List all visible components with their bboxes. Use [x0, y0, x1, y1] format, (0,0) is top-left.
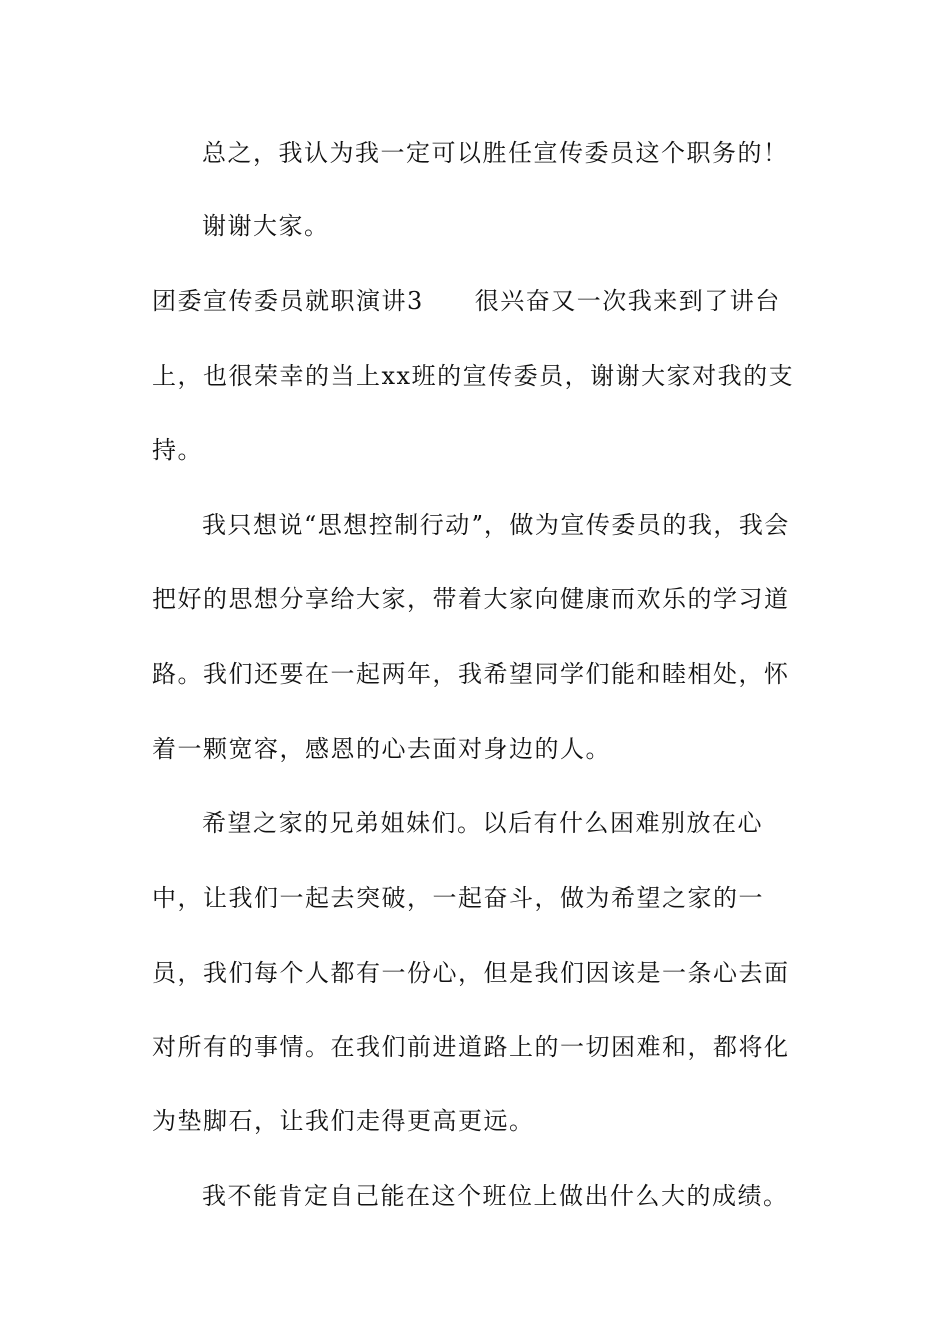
paragraph-line: 员，我们每个人都有一份心，但是我们因该是一条心去面: [152, 959, 790, 987]
paragraph-line: 持。: [152, 436, 203, 464]
paragraph-line: 中，让我们一起去突破，一起奋斗，做为希望之家的一: [152, 884, 764, 912]
paragraph-line: 路。我们还要在一起两年，我希望同学们能和睦相处，怀: [152, 660, 790, 688]
paragraph-line: 把好的思想分享给大家，带着大家向健康而欢乐的学习道: [152, 585, 790, 613]
section-heading-line: 团委宣传委员就职演讲3 很兴奋又一次我来到了讲台: [152, 287, 781, 315]
paragraph-line: 我只想说“思想控制行动ˮ，做为宣传委员的我，我会: [202, 511, 790, 539]
paragraph-line: 为垫脚石，让我们走得更高更远。: [152, 1107, 535, 1135]
paragraph-line: 上，也很荣幸的当上xx班的宣传委员，谢谢大家对我的支: [152, 362, 795, 390]
paragraph-line: 着一颗宽容，感恩的心去面对身边的人。: [152, 735, 611, 763]
paragraph-line: 我不能肯定自己能在这个班位上做出什么大的成绩。: [202, 1182, 789, 1210]
paragraph-line: 对所有的事情。在我们前进道路上的一切困难和，都将化: [152, 1033, 790, 1061]
paragraph-line: 谢谢大家。: [202, 212, 330, 240]
paragraph-line: 希望之家的兄弟姐妹们。以后有什么困难别放在心: [202, 809, 763, 837]
paragraph-line: 总之，我认为我一定可以胜任宣传委员这个职务的！: [202, 139, 789, 167]
